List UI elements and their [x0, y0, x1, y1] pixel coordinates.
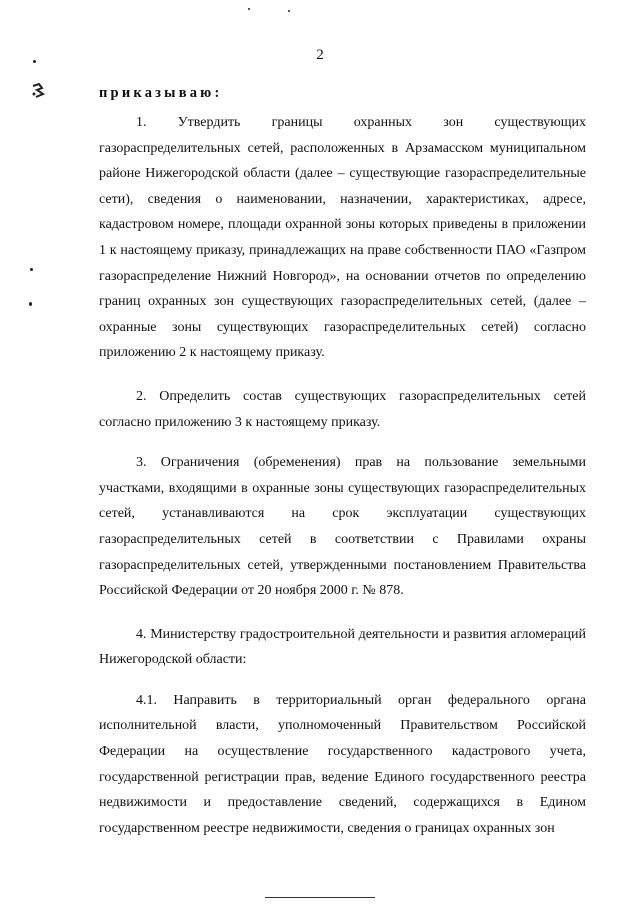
order-heading: приказываю:: [99, 85, 223, 101]
page-number: 2: [316, 47, 324, 63]
scan-speck-icon: [29, 302, 32, 306]
paragraph-4: 4. Министерству градостроительной деятельности и развития агломераций Нижегородской области:: [99, 626, 586, 668]
scan-speck-icon: [30, 268, 33, 271]
scan-speck-icon: [33, 60, 36, 63]
paragraph-3: 3. Ограничения (обременения) прав на пользование земельными участками, входящими в охранные зоны существующих газораспределительных сетей, устанавливаются на срок эксплуатации существующих газораспределительных сетей в соответствии с Правилами охраны газораспределительных сетей, утвержденными постановлением Правительства Российской Федерации от 20 ноября 2000 г. № 878.: [99, 455, 586, 599]
scan-mark-icon: [30, 82, 46, 102]
paragraph-4-1: 4.1. Направить в территориальный орган федерального органа исполнительной власти, уполномоченный Правительством Российской Федерации на осуществление государственного кадастрового учета, государственной регистрации прав, ведение Единого государственного реестра недвижимости и предоставление сведений, содержащихся в Едином государственном реестре недвижимости, сведения о границах охранных зон: [99, 692, 586, 836]
paragraph-2: 2. Определить состав существующих газораспределительных сетей согласно приложению 3 к настоящему приказу.: [99, 388, 586, 430]
paragraph-1: 1. Утвердить границы охранных зон существующих газораспределительных сетей, расположенных в Арзамасском муниципальном районе Нижегородской области (далее – существующие газораспределительные сети), сведения о наименовании, назначении, характеристиках, адресе, кадастровом номере, площади охранной зоны которых приведены в приложении 1 к настоящему приказу, принадлежащих на праве собственности ПАО «Газпром газораспределение Нижний Новгород», на основании отчетов по определению границ охранных зон существующих газораспределительных сетей, (далее – охранные зоны существующих газораспределительных сетей) согласно приложению 2 к настоящему приказу.: [99, 115, 586, 361]
scan-speck-icon: [288, 10, 290, 12]
scan-speck-icon: [248, 8, 250, 10]
document-body: [99, 110, 586, 859]
footer-rule: [265, 897, 375, 898]
